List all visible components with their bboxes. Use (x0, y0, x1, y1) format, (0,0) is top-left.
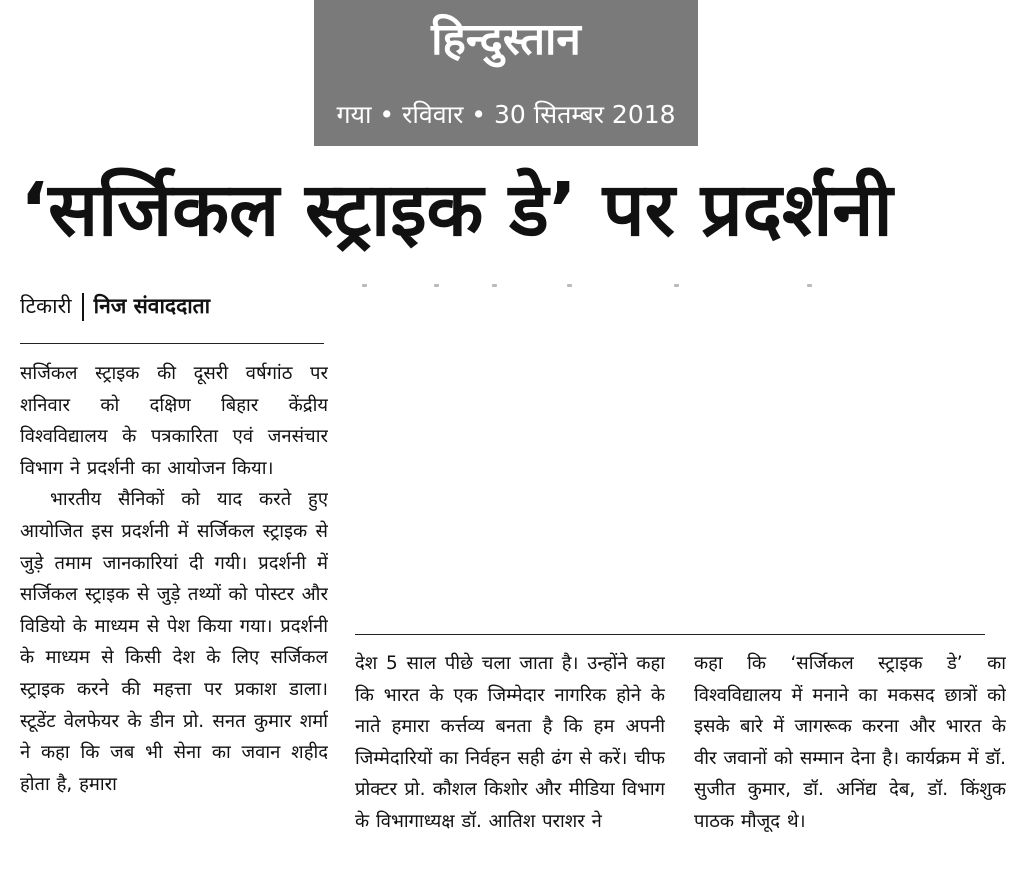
paragraph: कहा कि ‘सर्जिकल स्ट्राइक डे’ का विश्वविद्यालय में मनाने का मकसद छात्रों को इसके बारे में जागरूक करना और भारत के वीर जवानों को सम्मान देना है। कार्यक्रम में डॉ. सुजीत कुमार, डॉ. अनिंद्य देब, डॉ. किंशुक पाठक मौजूद थे। (694, 653, 1006, 832)
dateline: गया • रविवार • 30 सितम्बर 2018 (336, 100, 676, 129)
byline-place: टिकारी (20, 294, 72, 318)
article-column-2 (355, 648, 665, 894)
newspaper-name: हिन्दुस्तान (431, 14, 581, 65)
byline-rule (20, 343, 324, 344)
print-specks (362, 282, 832, 290)
paragraph: देश 5 साल पीछे चला जाता है। उन्होंने कहा कि भारत के एक जिम्मेदार नागरिक होने के नाते हमारा कर्त्तव्य बनता है कि हम अपनी जिम्मेदारियों का निर्वहन सही ढंग से करें। चीफ प्रोक्टर प्रो. कौशल किशोर और मीडिया विभाग के विभागाध्यक्ष डॉ. आतिश पराशर ने (355, 653, 665, 832)
paragraph: भारतीय सैनिकों को याद करते हुए आयोजित इस प्रदर्शनी में सर्जिकल स्ट्राइक से जुड़े तमाम जानकारियां दी गयी। प्रदर्शनी में सर्जिकल स्ट्राइक से जुड़े तथ्यों को पोस्टर और विडियो के माध्यम से पेश किया गया। प्रदर्शनी के माध्यम से किसी देश के लिए सर्जिकल स्ट्राइक करने की महत्ता पर प्रकाश डाला। स्टूडेंट वेलफेयर के डीन प्रो. सनत कुमार शर्मा ने कहा कि जब भी सेना का जवान शहीद होता है, हमारा (20, 489, 328, 795)
article-column-3 (694, 648, 1006, 894)
masthead (314, 0, 698, 146)
byline-author: निज संवाददाता (93, 294, 211, 318)
article-column-1 (20, 358, 328, 894)
article-headline: ‘सर्जिकल स्ट्राइक डे’ पर प्रदर्शनी (20, 167, 893, 253)
byline (20, 290, 210, 322)
byline-separator (82, 293, 84, 321)
column-rule (355, 634, 985, 635)
paragraph: सर्जिकल स्ट्राइक की दूसरी वर्षगांठ पर शनिवार को दक्षिण बिहार केंद्रीय विश्वविद्यालय के पत्रकारिता एवं जनसंचार विभाग ने प्रदर्शनी का आयोजन किया। (20, 363, 328, 479)
